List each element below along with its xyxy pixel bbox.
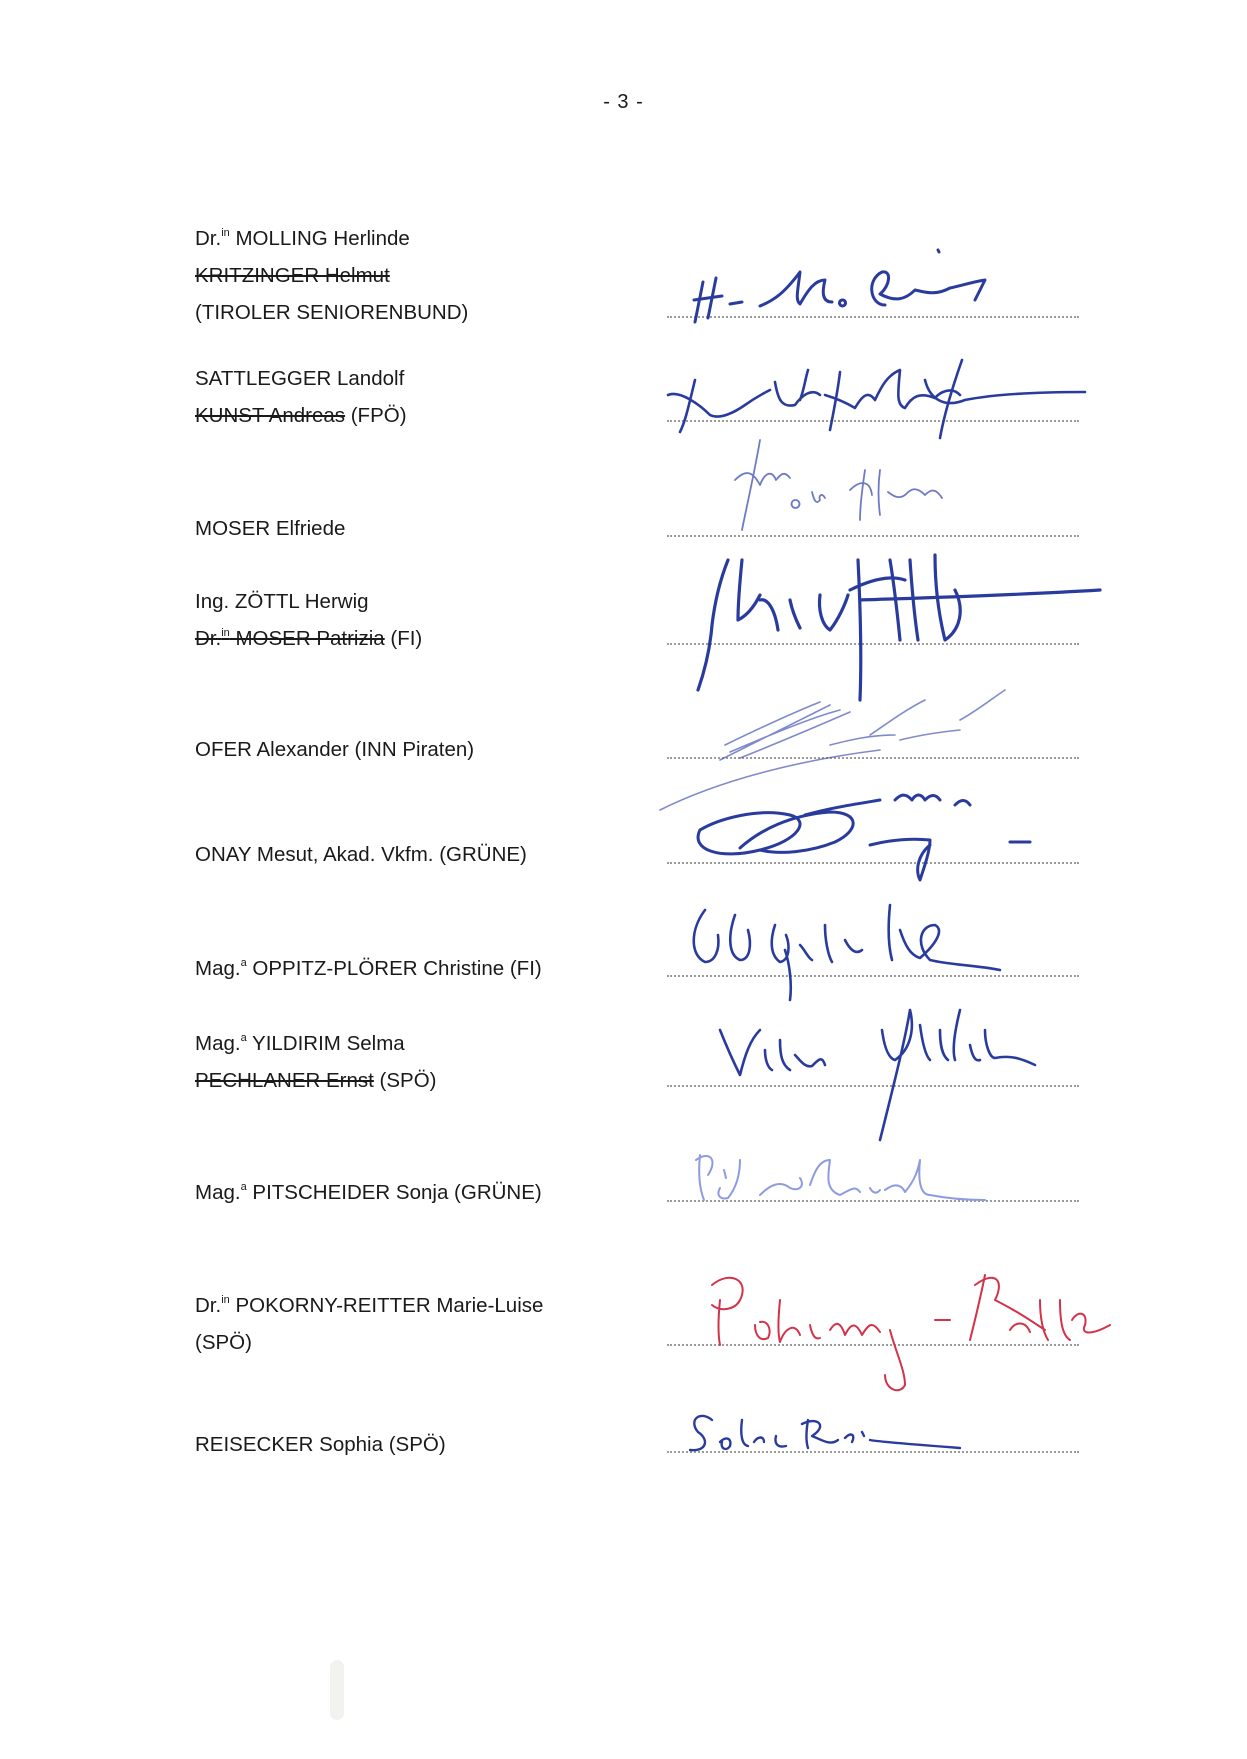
signatory-name: SATTLEGGER Landolf <box>195 367 405 390</box>
signatory-name: OFER Alexander (INN Piraten) <box>195 738 475 761</box>
signatory-name: Dr.$^{in}$ MOLLING Herlinde <box>195 227 410 250</box>
party-label: (SPÖ) <box>195 1331 252 1354</box>
signature-sattlegger <box>668 360 1085 438</box>
struck-line: PECHLANER Ernst (SPÖ) <box>195 1069 437 1092</box>
signature-onay <box>698 795 1030 880</box>
signature-pitscheider <box>696 1155 985 1200</box>
signature-moser <box>735 440 942 530</box>
signature-pokorny <box>712 1275 1110 1390</box>
signature-oppitz <box>694 905 1000 1000</box>
signatory-name: ONAY Mesut, Akad. Vkfm. (GRÜNE) <box>195 843 527 866</box>
signatory-name: Mag.$^a$ YILDIRIM Selma <box>195 1032 405 1055</box>
page-number: - 3 - <box>603 91 644 113</box>
signatory-name: Ing. ZÖTTL Herwig <box>195 590 369 613</box>
signature-yildirim <box>720 1010 1035 1140</box>
signatory-name: Mag.$^a$ PITSCHEIDER Sonja (GRÜNE) <box>195 1181 542 1204</box>
party-label: (TIROLER SENIORENBUND) <box>195 301 469 324</box>
signature-zoettl <box>698 555 1100 700</box>
signatory-name: REISECKER Sophia (SPÖ) <box>195 1433 446 1456</box>
struck-line: Dr.$^{in}$ MOSER Patrizia (FI) <box>195 627 423 650</box>
struck-line: KUNST Andreas (FPÖ) <box>195 404 407 427</box>
signature-molling <box>694 250 985 322</box>
signature-ofer <box>660 690 1005 810</box>
signatory-name: Dr.$^{in}$ POKORNY-REITTER Marie-Luise <box>195 1294 544 1317</box>
struck-name: KRITZINGER Helmut <box>195 264 390 287</box>
signatory-name: Mag.$^a$ OPPITZ-PLÖRER Christine (FI) <box>195 957 542 980</box>
signatory-name: MOSER Elfriede <box>195 517 346 540</box>
signature-reisecker <box>690 1416 960 1450</box>
